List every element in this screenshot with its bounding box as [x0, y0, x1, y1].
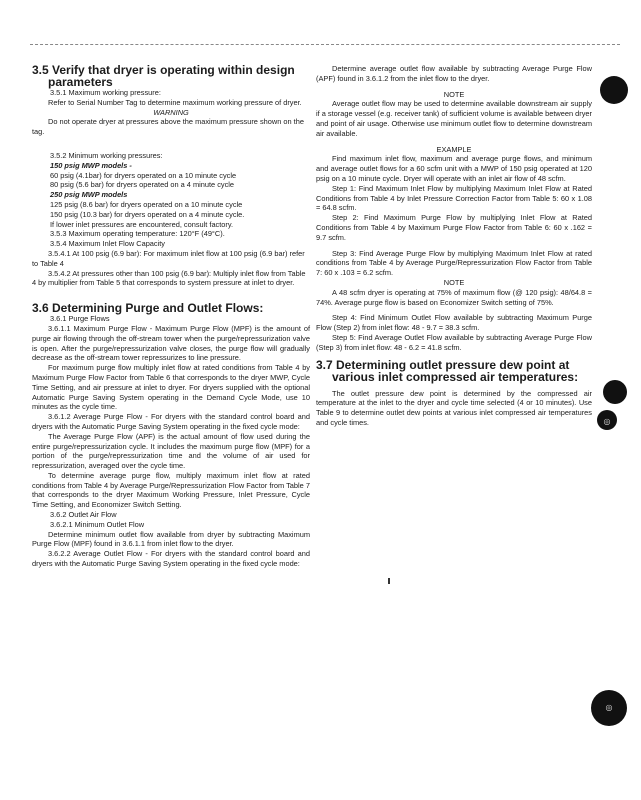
- mwp-150-label: 150 psig MWP models -: [50, 160, 132, 170]
- paragraph-max-pressure: Refer to Serial Number Tag to determine maximum working pressure of dryer.: [48, 97, 302, 107]
- example-step-2: Step 2: Find Maximum Purge Flow by multiplying Inlet Flow at Rated Conditions from Table 4 by Maximum Purge Flow Factor from Table 6: 60 x .162 = 9.7 scfm.: [316, 213, 592, 242]
- paragraph-average-outlet-flow: Determine average outlet flow available by subtracting Average Purge Flow (APF) found in 3.6.1.2 from the inlet flow to the dryer.: [316, 64, 592, 83]
- note-label: NOTE: [443, 277, 465, 287]
- paragraph-dew-point: The outlet pressure dew point is determined by the compressed air temperature at the inlet to the dryer and cycle time selected (4 or 10 minutes). Use Table 9 to determine outlet dew points at various inlet compressed air temperatures and cycle times.: [316, 388, 592, 427]
- paragraph-max-purge-flow: For maximum purge flow multiply inlet flow at rated conditions from Table 4 by Maximum Purge Flow Factor from Table 6 that corresponds to the dryer MWP, Cycle Time Setting, and air pressure at inlet to dryer. For dryers supplied with the optional Automatic Purge Saving System operating in the Demand Cycle Mode, use 10 minutes as the cycle time.: [32, 363, 310, 412]
- subsection-3-6-1: 3.6.1 Purge Flows: [50, 314, 110, 324]
- warning-label: WARNING: [153, 107, 189, 117]
- subsection-3-5-3: 3.5.3 Maximum operating temperature: 120°F (49°C).: [50, 229, 225, 239]
- pressure-line: 80 psig (5.6 bar) for dryers operated on a 4 minute cycle: [50, 180, 235, 190]
- subsection-3-6-2-2: 3.6.2.2 Average Outlet Flow - For dryers with the standard control board and dryers with the Automatic Purge Saving System operating in the fixed cycle mode:: [32, 549, 310, 569]
- example-step-3: Step 3: Find Average Purge Flow by multiplying Maximum Inlet Flow at rated conditions from Table 4 by Average Purge/Repressurization Flow Factor from Table 7: 60 x .103 = 6.2 scfm.: [316, 248, 592, 278]
- paragraph-determine-average-purge: To determine average purge flow, multiply maximum inlet flow at rated conditions from Table 4 by Average Purge/Repressurization Flow Factor from Table 7 that corresponds to the dryer Maximum Working Pressure, Inlet Pressure, Cycle Time Setting, and Economizer Switch Setting.: [32, 470, 310, 510]
- section-3-7-heading: 3.7 Determining outlet pressure dew point at various inlet compressed air temperatures:: [316, 357, 579, 384]
- warning-text: Do not operate dryer at pressures above the maximum pressure shown on the tag.: [32, 117, 304, 137]
- section-3-5-heading: 3.5 Verify that dryer is operating within design parameters: [32, 63, 295, 89]
- subsection-3-6-1-1: 3.6.1.1 Maximum Purge Flow - Maximum Purge Flow (MPF) is the amount of purge air flowing through the off-stream tower when the purge/repressurization valve is open. After the purge/repressurization valve closes, the purge flow will gradually decrease as the off-stream tower repressurizes to line pressure.: [32, 323, 310, 363]
- section-3-6-heading: 3.6 Determining Purge and Outlet Flows:: [32, 301, 264, 316]
- subsection-3-6-1-2: 3.6.1.2 Average Purge Flow - For dryers with the standard control board and dryers with the Automatic Purge Saving System operating in the fixed cycle mode:: [32, 412, 310, 431]
- binder-hole: [603, 380, 627, 404]
- example-step-4: Step 4: Find Minimum Outlet Flow available by subtracting Maximum Purge Flow (Step 2) from inlet flow: 48 - 9.7 = 38.3 scfm.: [316, 313, 592, 333]
- paragraph-min-outlet-flow: Determine minimum outlet flow available from dryer by subtracting Maximum Purge Flow (MPF) found in 3.6.1.1 from inlet flow to the dryer.: [32, 529, 310, 549]
- subsection-3-5-2: 3.5.2 Minimum working pressures:: [50, 150, 163, 160]
- example-text: Find maximum inlet flow, maximum and average purge flows, and minimum and average outlet flows for a 60 scfm unit with a MWP of 150 psig operated at 120 psig on a 10 minute cycle. Dryer will operate with an inlet air flow of 48 scfm.: [316, 154, 592, 183]
- note-text: Average outlet flow may be used to determine available downstream air supply if a storage vessel (e.g. receiver tank) of sufficient volume is available between dryer and point of air usage. Otherwise use minimum outlet flow to determine downstream air available.: [316, 99, 592, 138]
- note-label: NOTE: [443, 89, 465, 99]
- binder-hole: ◎: [597, 410, 617, 430]
- scan-speck: [388, 578, 390, 584]
- paragraph-average-purge-flow: The Average Purge Flow (APF) is the actual amount of flow used during the entire purge/repressurization cycle. It includes the maximum purge flow (MPF) for a portion of the purge/repressurization time and the volume of air used for repressurization, averaged over the cycle time.: [32, 431, 310, 471]
- consult-factory-line: If lower inlet pressures are encountered, consult factory.: [50, 219, 234, 229]
- subsection-3-6-2-1: 3.6.2.1 Minimum Outlet Flow: [50, 519, 145, 529]
- subsection-3-5-4-1: 3.5.4.1 At 100 psig (6.9 bar): For maximum inlet flow at 100 psig (6.9 bar) refer to Table 4: [32, 248, 305, 268]
- pressure-line: 60 psig (4.1bar) for dryers operated on a 10 minute cycle: [50, 170, 237, 180]
- subsection-3-5-4: 3.5.4 Maximum Inlet Flow Capacity: [50, 239, 166, 249]
- left-column: [32, 64, 310, 569]
- top-edge-line: [30, 44, 620, 45]
- example-label: EXAMPLE: [436, 144, 472, 154]
- subsection-3-5-1: 3.5.1 Maximum working pressure:: [50, 88, 161, 97]
- example-step-1: Step 1: Find Maximum Inlet Flow by multiplying Maximum Inlet Flow at Rated Conditions from Table 4 by Inlet Pressure Correction Factor from Table 5: 60 x 1.08 = 64.8 scfm.: [316, 183, 592, 213]
- binder-hole: [600, 76, 628, 104]
- mwp-250-label: 250 psig MWP models: [50, 190, 128, 200]
- pressure-line: 125 psig (8.6 bar) for dryers operated on a 10 minute cycle: [50, 199, 243, 209]
- binder-hole: ◎: [591, 690, 627, 726]
- note-text: A 48 scfm dryer is operating at 75% of maximum flow (@ 120 psig): 48/64.8 = 74%. Average purge flow is based on Economizer Switch setting of 75%.: [316, 287, 592, 307]
- example-step-5: Step 5: Find Average Outlet Flow available by subtracting Average Purge Flow (Step 3) from inlet flow: 48 - 6.2 = 41.8 scfm.: [316, 332, 592, 352]
- subsection-3-6-2: 3.6.2 Outlet Air Flow: [50, 510, 117, 520]
- subsection-3-5-4-2: 3.5.4.2 At pressures other than 100 psig (6.9 bar): Multiply inlet flow from Table 4 by multiplier from Table 5 that corresponds to system pressure at inlet to dryer.: [32, 268, 306, 288]
- right-column: [316, 64, 592, 428]
- pressure-line: 150 psig (10.3 bar) for dryers operated on a 4 minute cycle.: [50, 209, 245, 219]
